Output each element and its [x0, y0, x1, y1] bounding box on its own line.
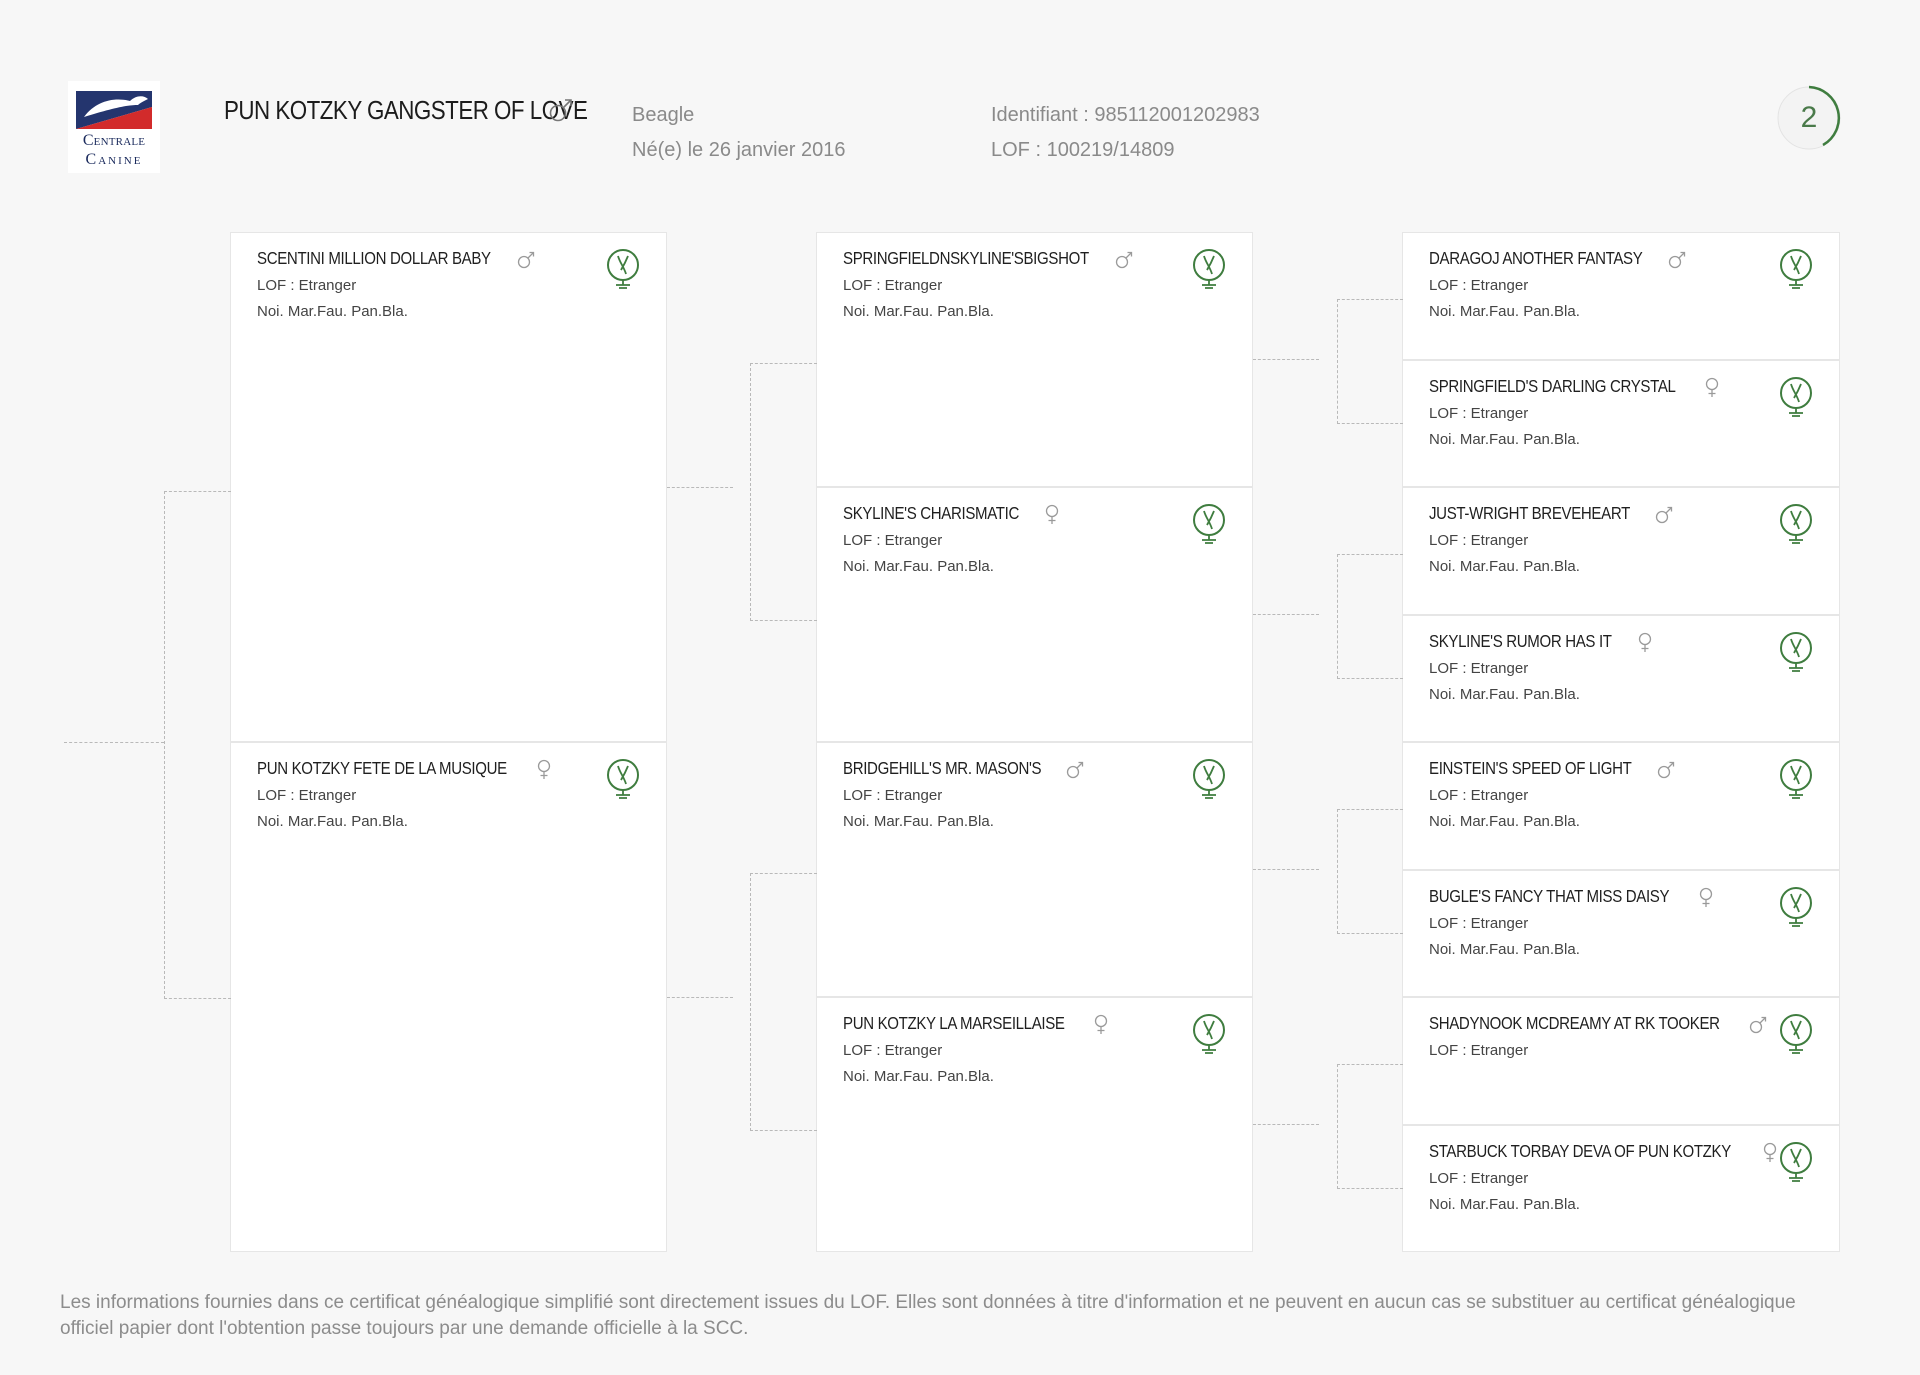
- ancestor-lof: LOF : Etranger: [843, 277, 943, 294]
- ancestor-colors: Noi. Mar.Fau. Pan.Bla.: [1429, 940, 1580, 958]
- male-icon: [1656, 759, 1676, 781]
- female-icon: [1091, 1014, 1111, 1036]
- ancestor-colors: Noi. Mar.Fau. Pan.Bla.: [257, 813, 408, 830]
- ancestor-card[interactable]: [816, 742, 1253, 997]
- male-icon: [1065, 759, 1085, 781]
- female-icon: [1635, 632, 1655, 654]
- ancestor-card[interactable]: [1402, 487, 1840, 615]
- female-icon: [1702, 377, 1722, 399]
- male-icon: [547, 96, 575, 124]
- ancestor-name[interactable]: SKYLINE'S CHARISMATIC: [843, 503, 1020, 523]
- ancestor-card[interactable]: [230, 232, 667, 742]
- ancestor-lof: LOF : Etranger: [1429, 659, 1529, 677]
- ancestor-lof: LOF : Etranger: [1429, 1042, 1529, 1059]
- male-icon: [516, 249, 536, 271]
- ancestor-card[interactable]: [1402, 360, 1840, 488]
- ancestor-lof: LOF : Etranger: [1429, 787, 1529, 804]
- ancestor-card[interactable]: [1402, 997, 1840, 1125]
- ancestor-name[interactable]: BUGLE'S FANCY THAT MISS DAISY: [1429, 885, 1670, 906]
- ancestor-card[interactable]: [816, 232, 1253, 487]
- ancestor-lof: LOF : Etranger: [1429, 277, 1529, 294]
- logo-text-line1: Centrale: [82, 132, 146, 149]
- ancestor-colors: Noi. Mar.Fau. Pan.Bla.: [843, 813, 994, 830]
- ancestor-name[interactable]: SCENTINI MILLION DOLLAR BABY: [257, 248, 491, 268]
- ancestor-lof: LOF : Etranger: [1429, 914, 1529, 932]
- ancestor-card[interactable]: [1402, 870, 1840, 998]
- tree-connector: [1337, 1064, 1403, 1189]
- dog-name: PUN KOTZKY GANGSTER OF LOVE: [224, 95, 588, 125]
- logo-flag-icon: [74, 87, 154, 133]
- breed: Beagle: [632, 104, 695, 126]
- dna-test-icon[interactable]: [604, 247, 642, 291]
- male-icon: [1114, 249, 1134, 271]
- tree-connector: [750, 363, 817, 621]
- dna-test-icon[interactable]: [1190, 757, 1228, 801]
- tree-connector: [1337, 299, 1403, 424]
- birth-date: Né(e) le 26 janvier 2016: [632, 139, 846, 161]
- dna-test-icon[interactable]: [1777, 1012, 1815, 1056]
- tree-connector: [64, 742, 164, 743]
- ancestor-card[interactable]: [1402, 1125, 1840, 1253]
- female-icon: [534, 759, 554, 781]
- dna-test-icon[interactable]: [1777, 757, 1815, 801]
- ancestor-card[interactable]: [230, 742, 667, 1252]
- tree-connector: [1253, 869, 1319, 870]
- ancestor-name[interactable]: SKYLINE'S RUMOR HAS IT: [1429, 630, 1612, 651]
- ancestor-name[interactable]: DARAGOJ ANOTHER FANTASY: [1429, 248, 1643, 268]
- male-icon: [1667, 249, 1687, 271]
- ancestor-name[interactable]: BRIDGEHILL'S MR. MASON'S: [843, 758, 1042, 778]
- ancestor-lof: LOF : Etranger: [843, 1042, 943, 1059]
- ancestor-name[interactable]: EINSTEIN'S SPEED OF LIGHT: [1429, 758, 1632, 778]
- ancestor-name[interactable]: PUN KOTZKY LA MARSEILLAISE: [843, 1013, 1065, 1033]
- tree-connector: [1337, 809, 1403, 934]
- dna-test-icon[interactable]: [1777, 247, 1815, 291]
- ancestor-colors: Noi. Mar.Fau. Pan.Bla.: [1429, 430, 1580, 448]
- generation-badge[interactable]: [1776, 85, 1842, 151]
- ancestor-name[interactable]: JUST-WRIGHT BREVEHEART: [1429, 503, 1630, 523]
- ancestor-card[interactable]: [816, 997, 1253, 1252]
- ancestor-colors: Noi. Mar.Fau. Pan.Bla.: [1429, 813, 1580, 830]
- ancestor-colors: Noi. Mar.Fau. Pan.Bla.: [843, 558, 994, 575]
- identifiant: Identifiant : 985112001202983: [991, 104, 1260, 126]
- ancestor-lof: LOF : Etranger: [1429, 404, 1529, 422]
- tree-connector: [1253, 1124, 1319, 1125]
- ancestor-card[interactable]: [1402, 615, 1840, 743]
- ancestor-name[interactable]: STARBUCK TORBAY DEVA OF PUN KOTZKY: [1429, 1140, 1731, 1161]
- ancestor-lof: LOF : Etranger: [843, 787, 943, 804]
- logo-text-line2: Canine: [85, 151, 143, 168]
- dna-test-icon[interactable]: [1777, 502, 1815, 546]
- ancestor-name[interactable]: PUN KOTZKY FETE DE LA MUSIQUE: [257, 758, 507, 778]
- ancestor-colors: Noi. Mar.Fau. Pan.Bla.: [843, 1068, 994, 1085]
- ancestor-card[interactable]: [816, 487, 1253, 742]
- female-icon: [1042, 504, 1062, 526]
- ancestor-card[interactable]: [1402, 232, 1840, 360]
- ancestor-colors: Noi. Mar.Fau. Pan.Bla.: [257, 303, 408, 320]
- ancestor-name[interactable]: SPRINGFIELDNSKYLINE'SBIGSHOT: [843, 248, 1089, 268]
- ancestor-colors: Noi. Mar.Fau. Pan.Bla.: [1429, 1195, 1580, 1213]
- tree-connector: [667, 997, 733, 998]
- ancestor-name[interactable]: SHADYNOOK MCDREAMY AT RK TOOKER: [1429, 1013, 1720, 1033]
- ancestor-lof: LOF : Etranger: [257, 277, 357, 294]
- female-icon: [1696, 887, 1716, 909]
- tree-connector: [164, 491, 231, 999]
- lof-number: LOF : 100219/14809: [991, 139, 1175, 161]
- dna-test-icon[interactable]: [1190, 247, 1228, 291]
- ancestor-name[interactable]: SPRINGFIELD'S DARLING CRYSTAL: [1429, 375, 1676, 396]
- male-icon: [1654, 504, 1674, 526]
- centrale-canine-logo: [68, 81, 160, 173]
- tree-connector: [1253, 359, 1319, 360]
- dna-test-icon[interactable]: [1777, 1140, 1815, 1184]
- ancestor-card[interactable]: [1402, 742, 1840, 870]
- tree-connector: [1337, 554, 1403, 679]
- dna-test-icon[interactable]: [1777, 375, 1815, 419]
- ancestor-lof: LOF : Etranger: [1429, 1169, 1529, 1187]
- generation-count: 2: [1800, 101, 1818, 134]
- dna-test-icon[interactable]: [1777, 885, 1815, 929]
- ancestor-colors: Noi. Mar.Fau. Pan.Bla.: [1429, 685, 1580, 703]
- tree-connector: [750, 873, 817, 1131]
- ancestor-colors: Noi. Mar.Fau. Pan.Bla.: [1429, 558, 1580, 575]
- ancestor-lof: LOF : Etranger: [843, 532, 943, 549]
- dna-test-icon[interactable]: [1190, 1012, 1228, 1056]
- ancestor-lof: LOF : Etranger: [257, 787, 357, 804]
- disclaimer-text: Les informations fournies dans ce certificat généalogique simplifié sont directement issues du LOF. Elles sont données à titre d'information et ne peuvent en aucun cas se substituer au certificat généalogique officiel papier dont l'obtention passe toujours par une demande officielle à la SCC.: [60, 1292, 1796, 1339]
- dna-test-icon[interactable]: [604, 757, 642, 801]
- ancestor-lof: LOF : Etranger: [1429, 532, 1529, 549]
- male-icon: [1748, 1014, 1768, 1036]
- tree-connector: [1253, 614, 1319, 615]
- dna-test-icon[interactable]: [1190, 502, 1228, 546]
- tree-connector: [667, 487, 733, 488]
- ancestor-colors: Noi. Mar.Fau. Pan.Bla.: [843, 303, 994, 320]
- dna-test-icon[interactable]: [1777, 630, 1815, 674]
- ancestor-colors: Noi. Mar.Fau. Pan.Bla.: [1429, 303, 1580, 320]
